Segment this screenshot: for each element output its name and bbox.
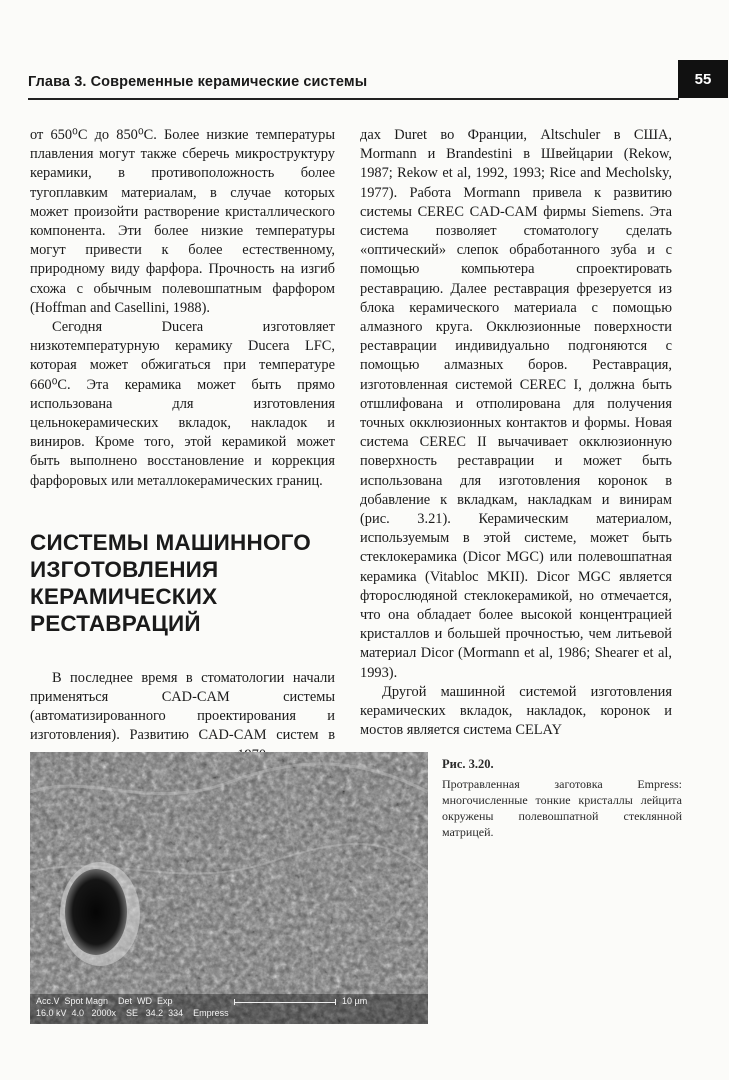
sem-label-top: Acc.V Spot Magn Det WD Exp (36, 996, 173, 1006)
figure-caption (442, 756, 682, 840)
right-column (360, 126, 672, 741)
scale-length: 10 µm (342, 996, 368, 1006)
micrograph-image (30, 752, 428, 1024)
caption-title: Рис. 3.20. (442, 757, 494, 771)
left-paragraph-3: В последнее время в стоматологии начали применяться CAD-CAM системы (автоматизированного проектирования и изготовления). Развитию CAD-CAM систем в (30, 669, 335, 744)
page-number: 55 (678, 60, 728, 98)
sem-label-bottom: 16.0 kV 4.0 2000x SE 34.2 334 Empress (36, 1008, 229, 1018)
right-paragraph-2: Другой машинной системой изготовления керамических вкладок, накладок, коронок и мостов является система CELAY (360, 683, 672, 739)
chapter-title: Глава 3. Современные керамические системы (28, 74, 368, 90)
caption-text: Протравленная заготовка Empress: многочисленные тонкие кристаллы лейцита окружены полевошпатной стеклянной матрицей. (442, 777, 682, 839)
sem-info-bar (30, 994, 428, 1024)
page-header (28, 64, 712, 100)
scale-bar (234, 999, 336, 1005)
section-heading: СИСТЕМЫ МАШИННОГО ИЗГОТОВЛЕНИЯ КЕРАМИЧЕСКИХ РЕСТАВРАЦИЙ (30, 529, 312, 636)
left-paragraph-1: от 650⁰С до 850⁰С. Более низкие температуры плавления могут также сберечь микроструктуру керамики, в противоположность более тугоплавким материалам, в случае которых может произойти растворение кристаллического компонента. Эти более низкие температуры могут привести к более естественному, природному виду фарфора. Прочность на изгиб схожа с обычным полевошпатным фарфором (Hoffman and Casellini, 1988). (30, 127, 335, 316)
left-paragraph-2: Сегодня Ducera изготовляет низкотемпературную керамику Ducera LFC, которая может обжигаться при температуре 660⁰С. Эта керамика может быть прямо использована для изготовления цельнокерамических вкладок, накладок и виниров. Кроме того, этой керамикой может быть выполнено восстановление и коррекция фарфоровых или металлокерамических границ. (30, 319, 335, 489)
sem-micrograph (30, 752, 428, 1024)
left-column (30, 126, 335, 765)
right-paragraph-1: дах Duret во Франции, Altschuler в США, Mormann и Brandestini в Швейцарии (Rekow, 1987; Rekow et al, 1992, 1993; Rice and Mecholsky, 1977). Работа Mormann привела к развитию системы CEREC CAD-CAM фирмы Siemens. Эта система позволяет стоматологу сделать «оптический» слепок обработанного зуба и с помощью компьютера спроектировать реставрацию. Далее реставрация фрезеруется из блока керамического материала с помощью алмазного круга. Окклюзионные поверхности реставрации индивидуально подгоняются с помощью алмазных боров. Реставрация, изготовленная системой CEREC I, должна быть отшлифована и отполирована для получения точных окклюзионных контактов и формы. Новая система CEREC II вычачивает окклюзионную поверхность реставрации и может быть использована для изготовления коронок в добавление к вкладкам, накладкам и винирам (рис. 3.21). Керамическим материалом, используемым в этой системе, может быть стеклокерамика (Dicor MGC) или полевошпатная керамика (Vitabloc MKII). Dicor MGC является фторослюдяной стеклокерамикой, но отмечается, что она обладает более высокой концентрацией кристаллов и большей прочностью, чем литьевой материал Dicor (Mormann et al, 1986; Shearer et al, 1993). (360, 127, 672, 681)
